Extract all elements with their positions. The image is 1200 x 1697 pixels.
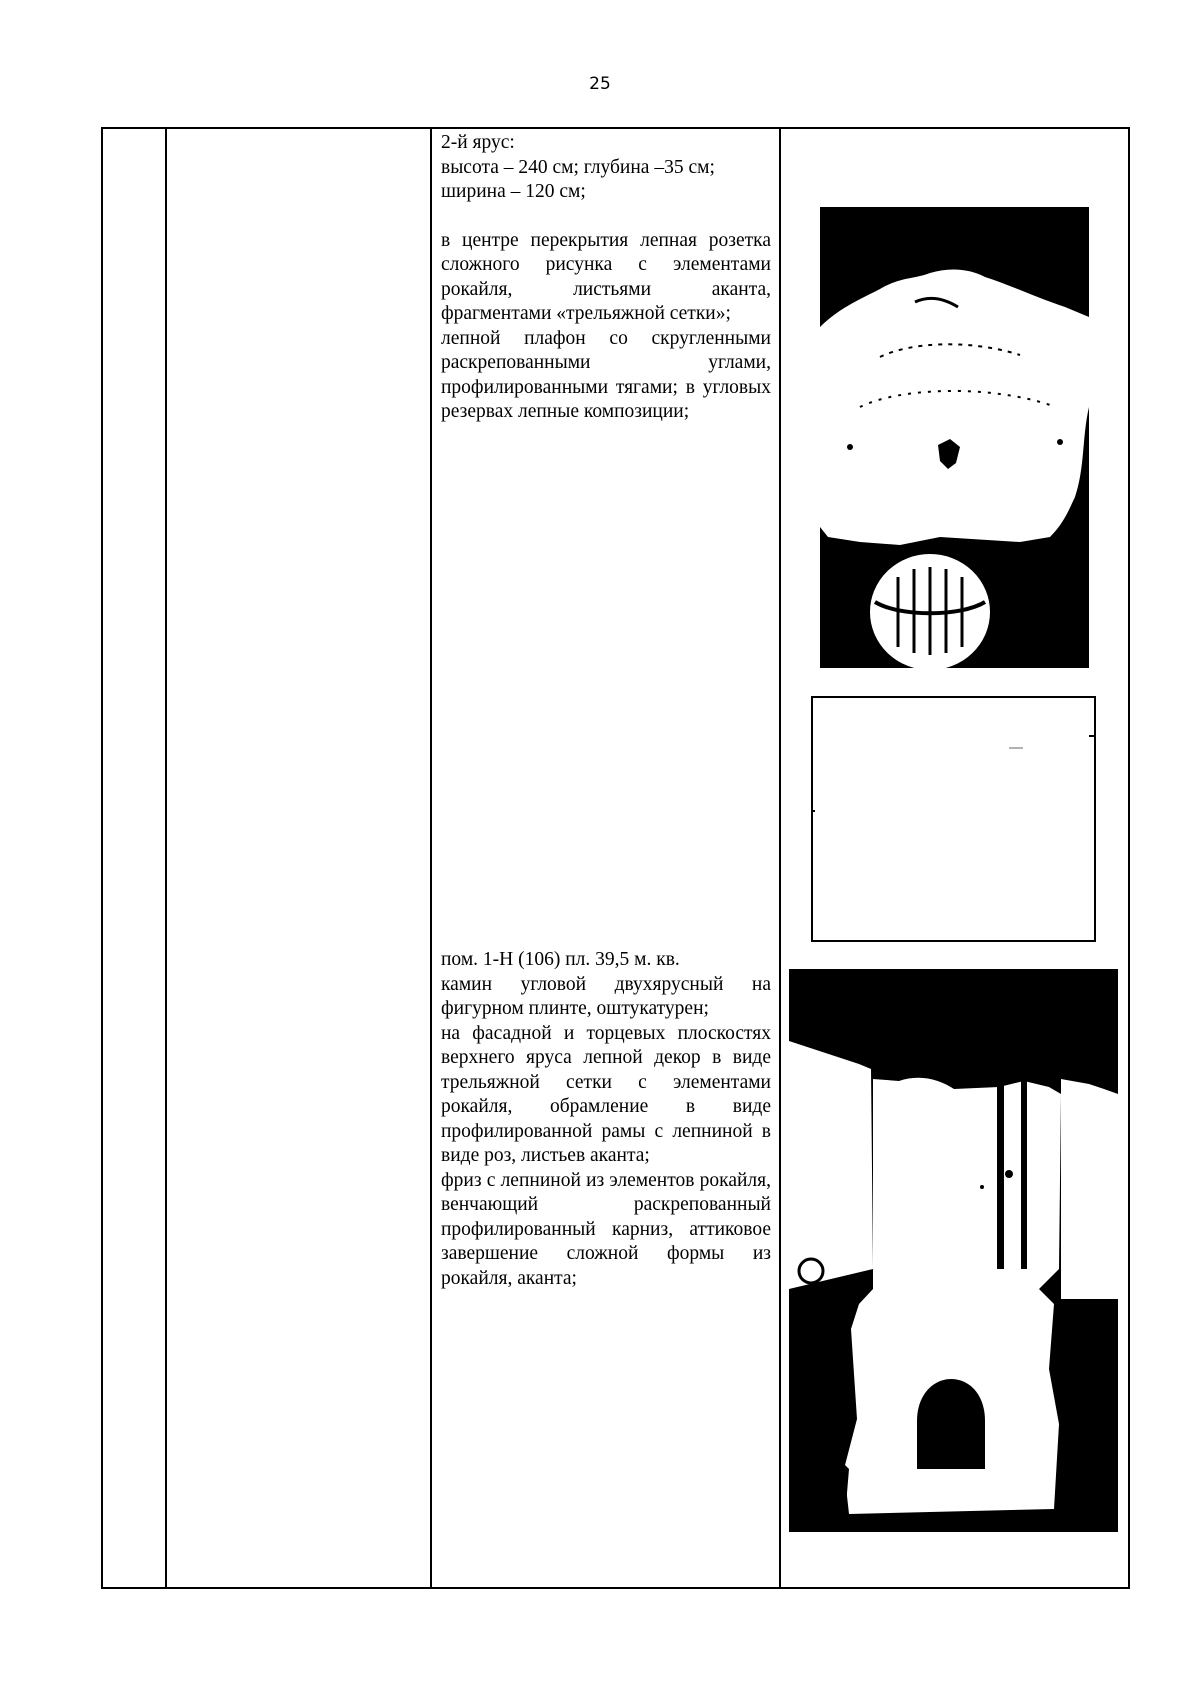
fireplace-description-2: на фасадной и торцевых плоскостях верхнего яруса лепной декор в виде трельяжной сетки с элементами рокайля, обрамление в виде профилированной рамы с лепниной в виде роз, листьев аканта;	[441, 1022, 771, 1166]
table-column-divider-2	[430, 127, 432, 1589]
description-lower	[441, 948, 771, 1291]
ceiling-rosette-photo	[820, 207, 1089, 668]
tier-dimensions-line-2: ширина – 120 см;	[441, 181, 586, 202]
fireplace-description-3: фриз с лепниной из элементов рокайля, венчающий раскрепованный профилированный карниз, аттиковое завершение сложной формы из рокайля, аканта;	[441, 1169, 771, 1289]
fireplace-description-1: камин угловой двухярусный на фигурном плинте, оштукатурен;	[441, 973, 771, 1019]
page-number: 25	[589, 74, 611, 94]
room-title: пом. 1-Н (106) пл. 39,5 м. кв.	[441, 949, 680, 970]
description-upper	[441, 131, 771, 425]
ceiling-description-2: лепной плафон со скругленными раскрепованными углами, профилированными тягами; в угловых резервах лепные композиции;	[441, 327, 771, 422]
table-column-divider-3	[779, 127, 781, 1589]
tier-title: 2-й ярус:	[441, 132, 515, 153]
table-column-divider-1	[165, 127, 167, 1589]
blank-photo-frame	[811, 696, 1096, 942]
ceiling-description-1: в центре перекрытия лепная розетка сложного рисунка с элементами рокайля, листьями аканта, фрагментами «трельяжной сетки»;	[441, 229, 771, 324]
tier-dimensions-line-1: высота – 240 см; глубина –35 см;	[441, 156, 715, 178]
fireplace-photo	[789, 969, 1118, 1532]
